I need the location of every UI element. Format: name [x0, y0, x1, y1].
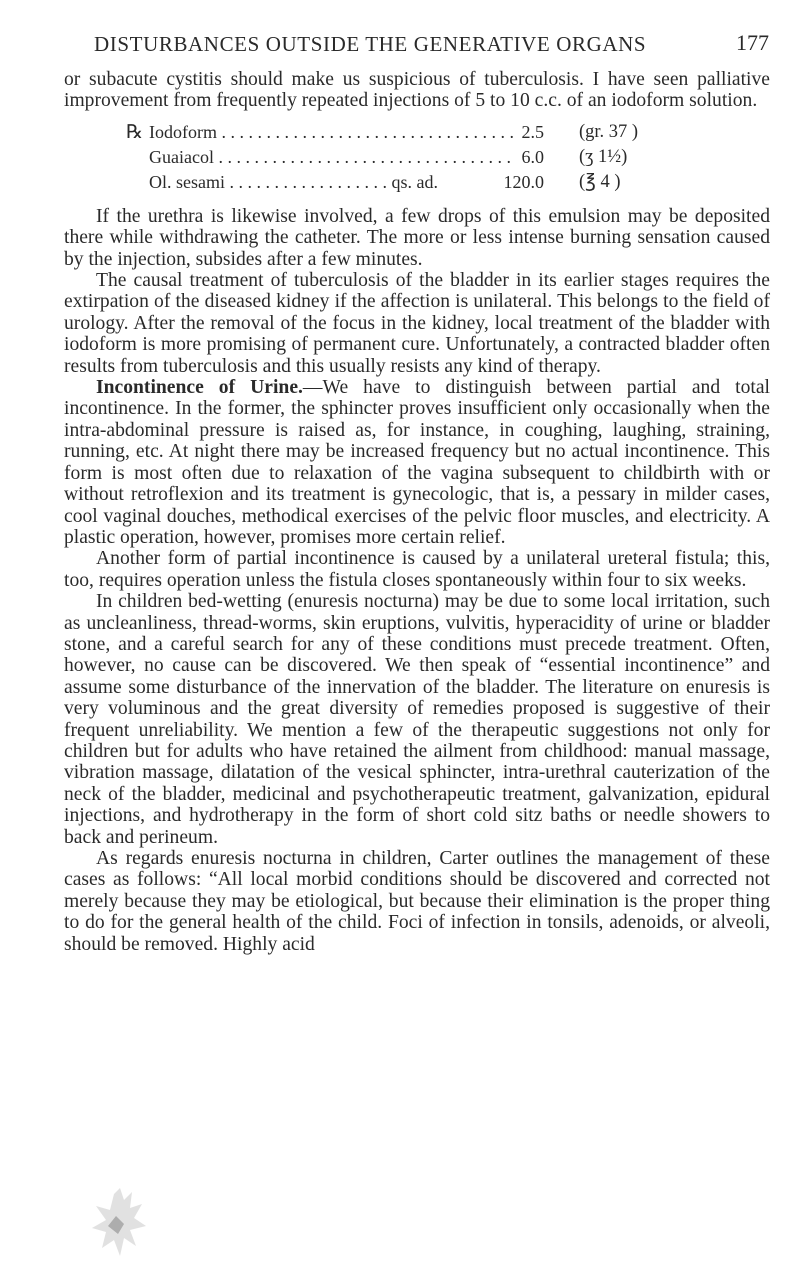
paragraph-causal-treatment: The causal treatment of tuberculosis of the bladder in its earlier stages requires the extirpation of the diseased kidney if the affection is unilateral. This belongs to the field of urology. After the removal of the focus in the kidney, local treatment of the bladder with iodoform is more promising of permanent cure. Unfortunately, a contracted bladder often results from tuberculosis and this usually resists any kind of therapy. — [64, 270, 770, 377]
ingredient-apothecary-amount: (ʒ 1½) — [579, 146, 628, 167]
ingredient-apothecary-amount: (gr. 37 ) — [579, 121, 639, 142]
page-header — [94, 30, 769, 60]
paragraph-ureteral-fistula: Another form of partial incontinence is caused by a unilateral ureteral fistula; this, too, requires operation unless the fistula closes spontaneously within four to six weeks. — [64, 548, 770, 591]
page-body — [64, 69, 770, 955]
ingredient-apothecary-amount: (℥ 4 ) — [579, 171, 621, 192]
paragraph-urethra: If the urethra is likewise involved, a few drops of this emulsion may be deposited there while withdrawing the catheter. The more or less intense burning sensation caused by the injection, subsides after a few minutes. — [64, 205, 770, 270]
paragraph-carter: As regards enuresis nocturna in children, Carter outlines the management of these cases as follows: “All local morbid conditions should be discovered and corrected not merely because they may be etiological, but because their elimination is the proper thing to do for the general health of the child. Foci of infection in tonsils, adenoids, or alveoli, should be removed. Highly acid — [64, 848, 770, 955]
ingredient-amount: 6.0 — [521, 146, 544, 167]
page-number: 177 — [736, 30, 769, 55]
prescription-row — [64, 122, 770, 145]
section-heading-incontinence: Incontinence of Urine. — [96, 377, 303, 399]
ingredient-name: Guaiacol . . . . . . . . . . . . . . . . . . . . . . . . . . . . . . . . . — [149, 146, 511, 167]
prescription-block — [64, 122, 770, 196]
prescription-row — [64, 172, 770, 195]
paragraph-enuresis: In children bed-wetting (enuresis nocturna) may be due to some local irritation, such as uncleanliness, thread-worms, skin eruptions, vulvitis, hyperacidity of urine or bladder stone, and a careful search for any of these conditions must precede treatment. Often, however, no cause can be discovered. We then speak of “essential incontinence” and assume some disturbance of the innervation of the bladder. The literature on enuresis is very voluminous and the great diversity of remedies proposed is suggestive of their frequent unreliability. We mention a few of the therapeutic suggestions not only for children but for adults who have retained the ailment from childhood: manual massage, vibration massage, dilatation of the vesical sphincter, intra-urethral cauterization of the neck of the bladder, medicinal and psychotherapeutic treatment, galvanization, epidural injections, and hydrotherapy in the form of short cold sitz baths or needle showers to back and perineum. — [64, 591, 770, 848]
prescription-symbol: ℞ — [126, 121, 144, 143]
ingredient-amount: 120.0 — [503, 171, 544, 192]
ingredient-name: Iodoform . . . . . . . . . . . . . . . . . . . . . . . . . . . . . . . . . — [149, 121, 514, 142]
ingredient-name: Ol. sesami . . . . . . . . . . . . . . . . . . qs. ad. — [149, 171, 438, 192]
running-head: DISTURBANCES OUTSIDE THE GENERATIVE ORGANS — [94, 32, 647, 56]
paragraph-incontinence: Incontinence of Urine.—We have to distinguish between partial and total incontinence. In the former, the sphincter proves insufficient only occasionally when the intra-abdominal pressure is raised as, for instance, in coughing, laughing, straining, running, etc. At night there may be increased frequency but no actual incontinence. This form is most often due to relaxation of the vagina subsequent to childbirth with or without retroflexion and its treatment is gynecologic, that is, a pessary in milder cases, cool vaginal douches, methodical exercises of the pelvic floor muscles, and electricity. A plastic operation, however, promises more certain relief. — [64, 377, 770, 548]
prescription-row — [64, 147, 770, 170]
paper-stain-mark — [84, 1186, 164, 1276]
ingredient-amount: 2.5 — [521, 121, 544, 142]
intro-paragraph: or subacute cystitis should make us suspicious of tuberculosis. I have seen palliative improvement from frequently repeated injections of 5 to 10 c.c. of an iodoform solution. — [64, 69, 770, 112]
